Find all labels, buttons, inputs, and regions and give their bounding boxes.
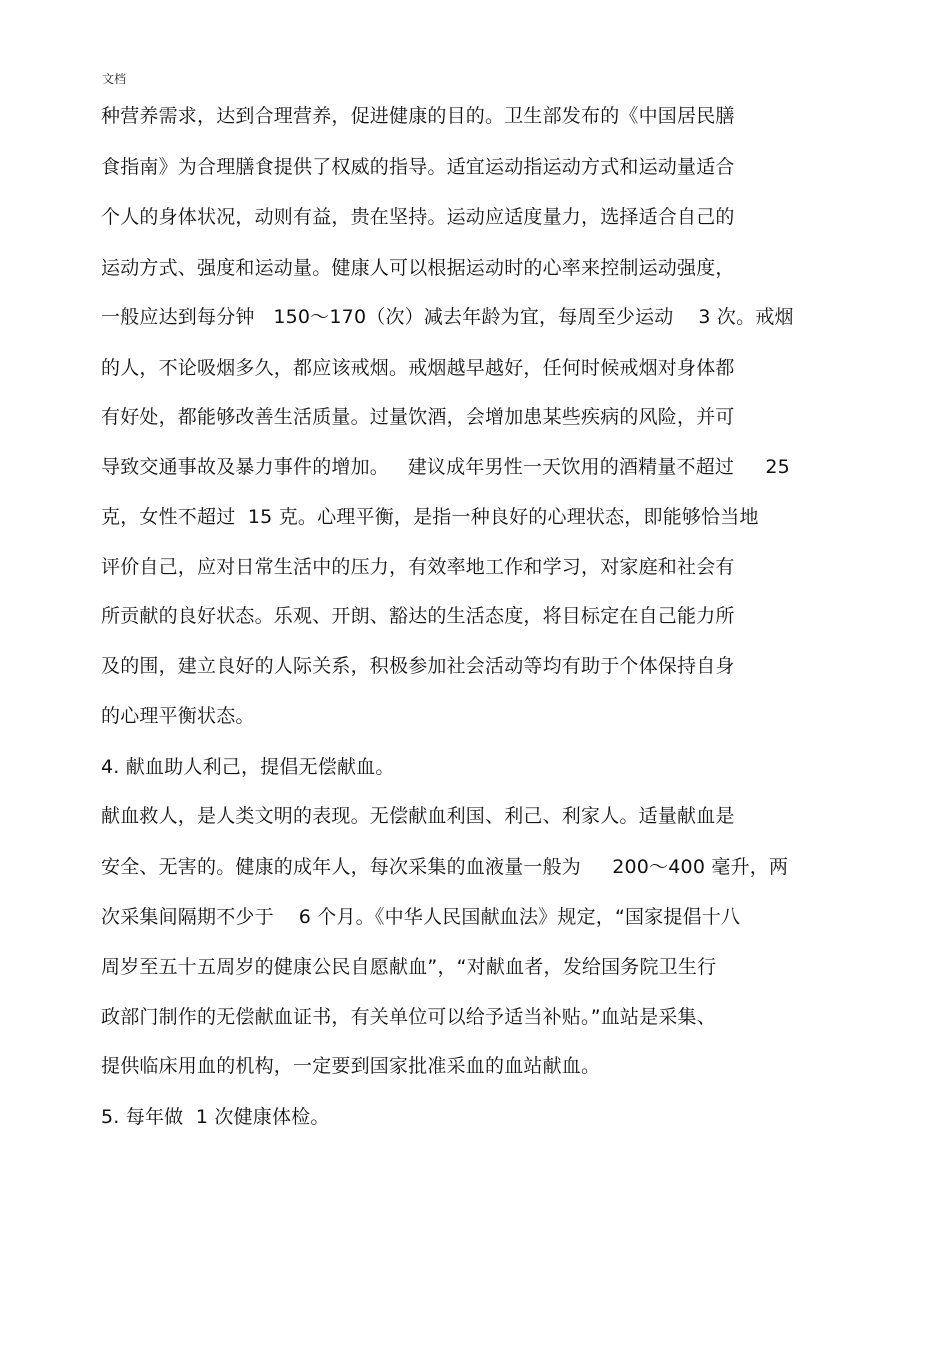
body-line: 提供临床用血的机构，一定要到国家批准采血的血站献血。: [101, 1055, 601, 1077]
body-line: 一般应达到每分钟 150～170（次）减去年龄为宜，每周至少运动 3 次。戒烟: [101, 306, 794, 328]
body-line: 有好处，都能够改善生活质量。过量饮酒，会增加患某些疾病的风险，并可: [101, 406, 735, 428]
body-line: 的人，不论吸烟多久，都应该戒烟。戒烟越早越好，任何时候戒烟对身体都: [101, 357, 735, 379]
body-line: 献血救人，是人类文明的表现。无偿献血利国、利己、利家人。适量献血是: [101, 805, 735, 827]
body-line: 安全、无害的。健康的成年人，每次采集的血液量一般为 200～400 毫升，两: [101, 856, 789, 878]
body-line: 周岁至五十五周岁的健康公民自愿献血”，“对献血者，发给国务院卫生行: [101, 956, 717, 978]
body-line: 次采集间隔期不少于 6 个月。《中华人民国献血法》规定，“国家提倡十八: [101, 906, 741, 928]
body-line: 政部门制作的无偿献血证书，有关单位可以给予适当补贴。”血站是采集、: [101, 1006, 716, 1028]
body-line: 克，女性不超过 15 克。心理平衡，是指一种良好的心理状态，即能够恰当地: [101, 506, 759, 528]
body-line: 运动方式、强度和运动量。健康人可以根据运动时的心率来控制运动强度，: [101, 257, 735, 279]
body-line: 种营养需求，达到合理营养，促进健康的目的。卫生部发布的《中国居民膳: [101, 105, 735, 127]
body-line: 个人的身体状况，动则有益，贵在坚持。运动应适度量力，选择适合自己的: [101, 206, 735, 228]
body-line: 食指南》为合理膳食提供了权威的指导。适宜运动指运动方式和运动量适合: [101, 156, 735, 178]
section-heading: 5. 每年做 1 次健康体检。: [101, 1106, 330, 1128]
body-line: 及的围，建立良好的人际关系，积极参加社会活动等均有助于个体保持自身: [101, 655, 735, 677]
section-heading: 4. 献血助人利己，提倡无偿献血。: [101, 756, 395, 778]
body-line: 所贡献的良好状态。乐观、开朗、豁达的生活态度，将目标定在自己能力所: [101, 605, 735, 627]
document-label: 文档: [102, 72, 127, 86]
body-line: 导致交通事故及暴力事件的增加。 建议成年男性一天饮用的酒精量不超过 25: [101, 456, 790, 478]
body-line: 评价自己，应对日常生活中的压力，有效率地工作和学习，对家庭和社会有: [101, 556, 735, 578]
body-line: 的心理平衡状态。: [101, 705, 255, 727]
